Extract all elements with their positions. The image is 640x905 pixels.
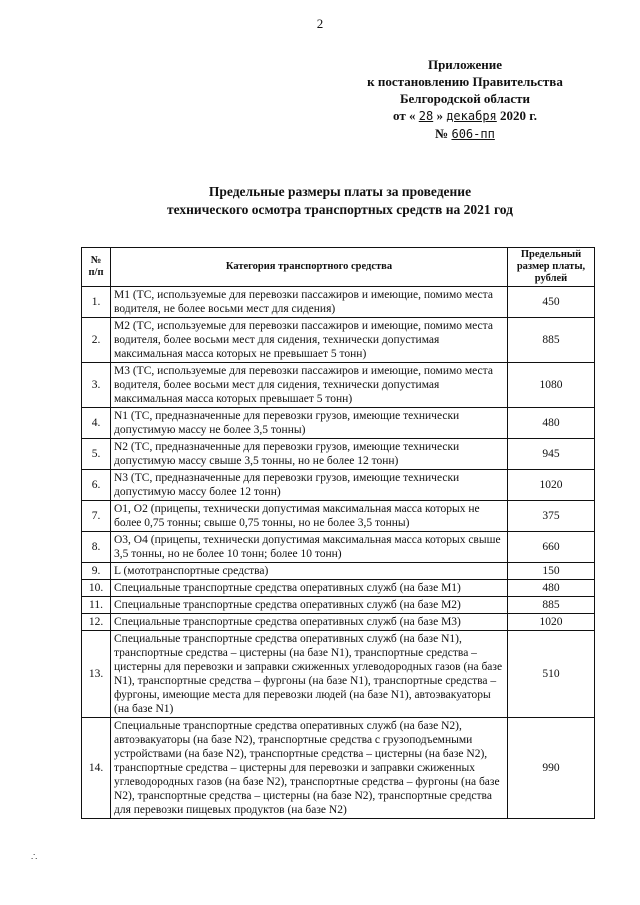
row-category: Специальные транспортные средства оперативных служб (на базе N1), транспортные средства – цистерны (на базе N1), транспортные средства – цистерны для перевозки и заправки сжиженных углеводородных газов (на базе N1), транспортные средства – фургоны (на базе N1), транспортные средства – фургоны, имеющие места для перевозки людей (на базе N1), автоэвакуаторы (на базе N1) bbox=[111, 631, 508, 718]
appendix-region: Белгородской области bbox=[399, 91, 531, 106]
row-category: N3 (ТС, предназначенные для перевозки грузов, имеющие технически допустимую массу более 12 тонн) bbox=[111, 470, 508, 501]
date-prefix: от « bbox=[393, 108, 416, 123]
row-number: 9. bbox=[82, 563, 111, 580]
title-line-2: технического осмотра транспортных средств на 2021 год bbox=[167, 202, 513, 217]
document-title bbox=[90, 183, 590, 219]
row-category: Специальные транспортные средства оперативных служб (на базе M1) bbox=[111, 580, 508, 597]
appendix-label: Приложение bbox=[427, 57, 503, 72]
row-fee: 1080 bbox=[508, 363, 595, 408]
row-category: M2 (ТС, используемые для перевозки пассажиров и имеющие, помимо места водителя, более восьми мест для сидения, технически допустимая максимальная масса которых не превышает 5 тонн) bbox=[111, 318, 508, 363]
scan-mark: ∴ bbox=[31, 852, 38, 863]
date-day: 28 bbox=[418, 109, 434, 123]
row-category: M1 (ТС, используемые для перевозки пассажиров и имеющие, помимо места водителя, не более восьми мест для сидения) bbox=[111, 287, 508, 318]
row-fee: 990 bbox=[508, 718, 595, 819]
row-category: M3 (ТС, используемые для перевозки пассажиров и имеющие, помимо места водителя, более восьми мест для сидения, технически допустимая максимальная масса которых превышает 5 тонн) bbox=[111, 363, 508, 408]
appendix-number bbox=[340, 125, 590, 143]
row-number: 14. bbox=[82, 718, 111, 819]
header-fee: Предельный размер платы, рублей bbox=[508, 248, 595, 287]
table-row bbox=[82, 363, 595, 408]
table-row bbox=[82, 318, 595, 363]
table-row bbox=[82, 597, 595, 614]
page-number: 2 bbox=[316, 16, 324, 31]
row-number: 10. bbox=[82, 580, 111, 597]
header-number: № п/п bbox=[82, 248, 111, 287]
row-category: Специальные транспортные средства оперативных служб (на базе N2), автоэвакуаторы (на базе N2), транспортные средства с грузоподъемными устройствами (на базе N2), транспортные средства – цистерны (на базе N2), транспортные средства – цистерны для перевозки и заправки сжиженных углеводородных газов (на базе N2), транспортные средства – фургоны (на базе N2), транспортные средства – цистерны (на базе N2), транспортные средства для перевозки пищевых продуктов (на базе N2) bbox=[111, 718, 508, 819]
row-number: 4. bbox=[82, 408, 111, 439]
row-category: N2 (ТС, предназначенные для перевозки грузов, имеющие технически допустимую массу свыше 3,5 тонны, но не более 12 тонн) bbox=[111, 439, 508, 470]
row-category: Специальные транспортные средства оперативных служб (на базе M2) bbox=[111, 597, 508, 614]
date-month: декабря bbox=[446, 109, 497, 123]
date-mid: » bbox=[436, 108, 443, 123]
row-fee: 885 bbox=[508, 318, 595, 363]
fees-table bbox=[81, 247, 595, 819]
table-header-row bbox=[82, 248, 595, 287]
row-number: 8. bbox=[82, 532, 111, 563]
row-number: 6. bbox=[82, 470, 111, 501]
date-year: 2020 г. bbox=[500, 108, 537, 123]
table-row bbox=[82, 580, 595, 597]
table-row bbox=[82, 563, 595, 580]
row-fee: 1020 bbox=[508, 614, 595, 631]
row-category: L (мототранспортные средства) bbox=[111, 563, 508, 580]
table-row bbox=[82, 470, 595, 501]
row-number: 13. bbox=[82, 631, 111, 718]
row-number: 5. bbox=[82, 439, 111, 470]
appendix-header bbox=[340, 56, 590, 143]
table-row bbox=[82, 501, 595, 532]
table-row bbox=[82, 439, 595, 470]
table-row bbox=[82, 718, 595, 819]
row-fee: 660 bbox=[508, 532, 595, 563]
table-row bbox=[82, 614, 595, 631]
row-number: 1. bbox=[82, 287, 111, 318]
row-fee: 480 bbox=[508, 580, 595, 597]
row-category: O3, O4 (прицепы, технически допустимая максимальная масса которых свыше 3,5 тонны, но не более 10 тонн; более 10 тонн) bbox=[111, 532, 508, 563]
header-category: Категория транспортного средства bbox=[111, 248, 508, 287]
table-row bbox=[82, 287, 595, 318]
row-fee: 480 bbox=[508, 408, 595, 439]
row-fee: 375 bbox=[508, 501, 595, 532]
row-number: 12. bbox=[82, 614, 111, 631]
row-fee: 885 bbox=[508, 597, 595, 614]
table-row bbox=[82, 532, 595, 563]
row-number: 11. bbox=[82, 597, 111, 614]
number-value: 606-пп bbox=[451, 127, 495, 141]
appendix-date bbox=[340, 107, 590, 125]
row-category: N1 (ТС, предназначенные для перевозки грузов, имеющие технически допустимую массу не более 3,5 тонны) bbox=[111, 408, 508, 439]
row-fee: 150 bbox=[508, 563, 595, 580]
appendix-decree: к постановлению Правительства bbox=[367, 74, 563, 89]
table-body bbox=[82, 287, 595, 819]
table-row bbox=[82, 408, 595, 439]
row-number: 7. bbox=[82, 501, 111, 532]
row-number: 2. bbox=[82, 318, 111, 363]
table-row bbox=[82, 631, 595, 718]
row-number: 3. bbox=[82, 363, 111, 408]
row-fee: 945 bbox=[508, 439, 595, 470]
row-category: O1, O2 (прицепы, технически допустимая максимальная масса которых не более 0,75 тонны; свыше 0,75 тонны, но не более 3,5 тонны) bbox=[111, 501, 508, 532]
row-fee: 450 bbox=[508, 287, 595, 318]
row-category: Специальные транспортные средства оперативных служб (на базе M3) bbox=[111, 614, 508, 631]
row-fee: 510 bbox=[508, 631, 595, 718]
number-prefix: № bbox=[435, 126, 449, 141]
row-fee: 1020 bbox=[508, 470, 595, 501]
title-line-1: Предельные размеры платы за проведение bbox=[208, 184, 472, 199]
